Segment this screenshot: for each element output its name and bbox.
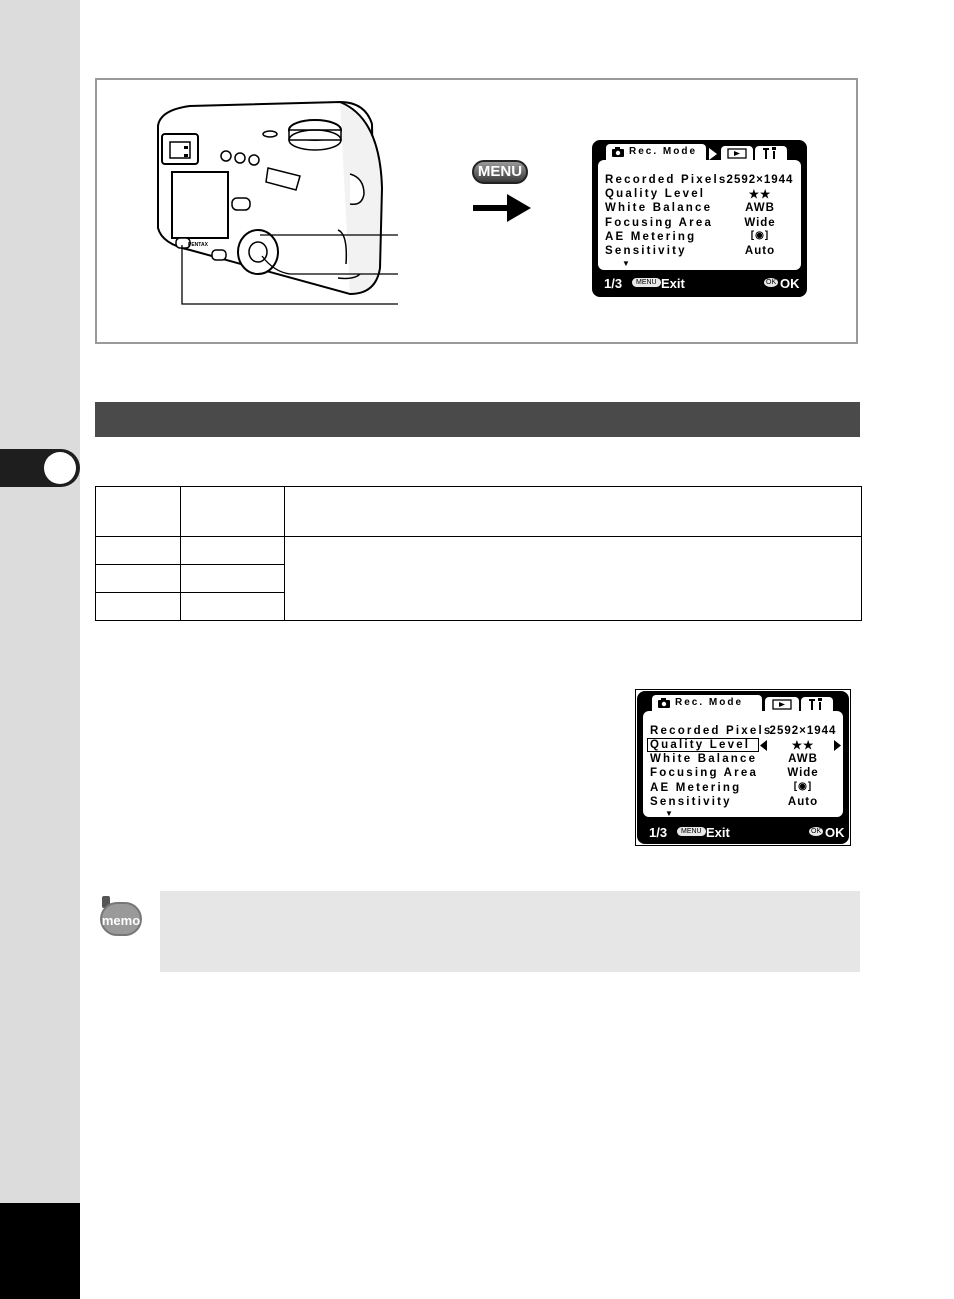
right-arrow-icon: [834, 740, 841, 751]
camera-icon: [658, 698, 670, 708]
lcd-row-label: Recorded Pixels: [650, 725, 773, 737]
table-cell: [181, 487, 285, 537]
table-cell: [96, 593, 181, 621]
lcd-row-value: Wide: [744, 217, 776, 229]
table-cell: [285, 537, 862, 621]
camera-illustration: [150, 98, 410, 314]
ok-pill: OK: [811, 828, 822, 835]
table-cell: [285, 487, 862, 537]
table-row: [96, 537, 862, 565]
lcd-row-label: Sensitivity: [605, 245, 687, 257]
memo-box: [160, 891, 860, 972]
lcd-row-label: Recorded Pixels: [605, 174, 728, 186]
side-bottom-block: [0, 1203, 80, 1299]
page-indicator: 1/3: [604, 276, 623, 291]
scroll-down-icon: ▼: [665, 809, 673, 818]
metering-icon: [◉]: [750, 230, 770, 241]
lcd-row-value: AWB: [788, 753, 818, 765]
lcd-row-value: ★★: [791, 740, 815, 752]
lcd-row-label: Focusing Area: [650, 767, 759, 779]
wrench-icon: [763, 147, 779, 160]
menu-button-graphic: MENU: [472, 160, 528, 184]
table-cell: [96, 537, 181, 565]
ok-label: OK: [780, 276, 800, 291]
lcd-row-value: Auto: [744, 245, 776, 257]
section-header-bar: [95, 402, 860, 437]
chapter-tab-circle: [44, 452, 76, 484]
lcd-row-value: AWB: [745, 202, 775, 214]
lcd-row-label: AE Metering: [650, 782, 742, 794]
tab-label: Rec. Mode: [629, 146, 698, 157]
lcd-row-value: Wide: [787, 767, 819, 779]
lcd-row-value: ★★: [748, 189, 772, 201]
lcd-row-value: 2592×1944: [769, 725, 837, 737]
lcd-row-value: Auto: [787, 796, 819, 808]
table-cell: [181, 593, 285, 621]
tab-label: Rec. Mode: [675, 697, 744, 708]
ok-pill: OK: [766, 279, 777, 286]
lcd-row-label: Quality Level: [605, 188, 706, 200]
menu-pill: MENU: [632, 278, 661, 287]
lcd-row-label-selected: Quality Level: [650, 739, 751, 751]
exit-label: Exit: [706, 825, 730, 840]
lcd-screen-bottom: [637, 691, 849, 844]
table-cell: [96, 565, 181, 593]
metering-icon: [◉]: [793, 781, 813, 792]
table-cell: [181, 565, 285, 593]
exit-label: Exit: [661, 276, 685, 291]
memo-icon: [96, 894, 146, 940]
camera-brand: PENTAX: [188, 242, 208, 248]
right-arrow-icon: [473, 194, 531, 222]
tab-arrow-icon: [709, 148, 717, 160]
lcd-row-label: White Balance: [650, 753, 758, 765]
side-strip: [0, 0, 80, 1299]
playback-icon: [772, 699, 792, 710]
settings-table: [95, 486, 862, 621]
table-cell: [181, 537, 285, 565]
lcd-row-label: AE Metering: [605, 231, 697, 243]
lcd-row-label: White Balance: [605, 202, 713, 214]
lcd-screen-top: [592, 140, 807, 297]
lcd-row-value: 2592×1944: [726, 174, 794, 186]
page-indicator: 1/3: [649, 825, 668, 840]
camera-icon: [612, 147, 624, 157]
scroll-down-icon: ▼: [622, 259, 630, 268]
lcd-row-label: Focusing Area: [605, 217, 714, 229]
ok-label: OK: [825, 825, 845, 840]
menu-pill: MENU: [677, 827, 706, 836]
table-header-row: [96, 487, 862, 537]
playback-icon: [727, 148, 747, 159]
table-cell: [96, 487, 181, 537]
memo-icon-label: memo: [101, 913, 141, 928]
lcd-row-label: Sensitivity: [650, 796, 732, 808]
wrench-icon: [809, 698, 825, 711]
